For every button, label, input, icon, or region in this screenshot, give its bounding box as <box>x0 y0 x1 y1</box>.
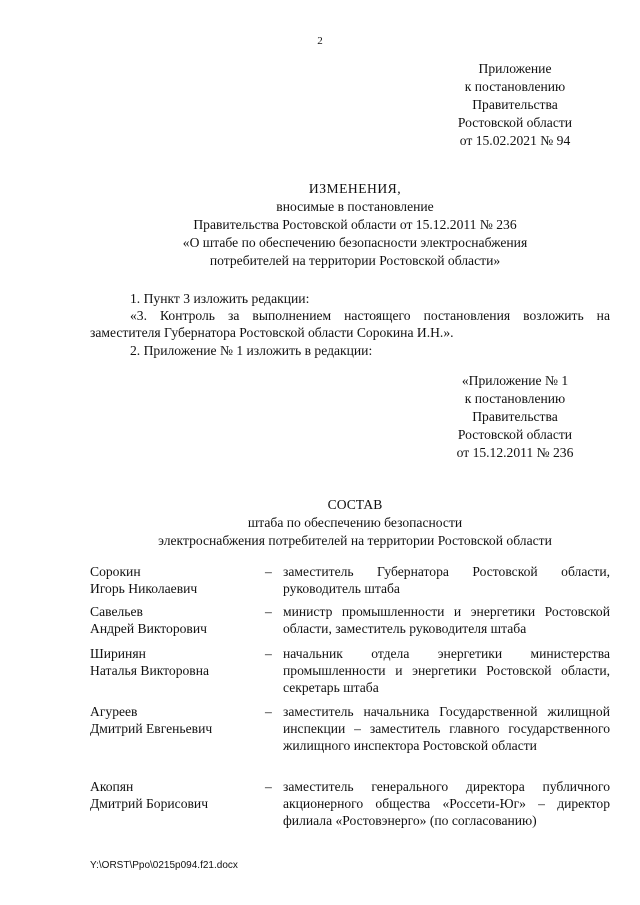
appendix-1-line: к постановлению <box>464 391 566 406</box>
composition-line: электроснабжения потребителей на территории Ростовской области <box>158 533 552 548</box>
member-role: министр промышленности и энергетики Ростовской области, заместитель руководителя штаба <box>283 604 610 636</box>
appendix-1-line: Правительства <box>472 409 558 424</box>
member-given-names: Дмитрий Борисович <box>90 796 209 811</box>
appendix-1-line: от 15.12.2011 № 236 <box>456 445 574 460</box>
item-1: 1. Пункт 3 изложить редакции: <box>130 291 310 306</box>
member-row <box>90 603 610 639</box>
member-given-names: Дмитрий Евгеньевич <box>90 721 213 736</box>
member-surname: Сорокин <box>90 564 141 579</box>
member-given-names: Игорь Николаевич <box>90 581 198 596</box>
appendix-1-line: Ростовской области <box>457 427 573 442</box>
member-role: заместитель генерального директора публичного акционерного общества «Россети-Юг» – директор филиала «Ростовэнерго» (по согласованию) <box>283 779 610 828</box>
member-dash: – <box>265 646 272 661</box>
member-name <box>90 703 260 737</box>
member-dash: – <box>265 704 272 719</box>
appendix-1-header <box>430 372 600 462</box>
member-row <box>90 778 610 830</box>
member-role: начальник отдела энергетики министерства промышленности и энергетики Ростовской области, секретарь штаба <box>283 646 610 695</box>
composition-line: штаба по обеспечению безопасности <box>247 515 463 530</box>
title-line: потребителей на территории Ростовской области» <box>209 253 501 268</box>
appendix-line: к постановлению <box>464 79 566 94</box>
appendix-line: Правительства <box>472 97 558 112</box>
appendix-line: Приложение <box>478 61 552 76</box>
appendix-1-line: «Приложение № 1 <box>461 373 569 388</box>
item-1-text: «3. Контроль за выполнением настоящего постановления возложить на заместителя Губернатора Ростовской области Сорокина И.Н.». <box>90 308 610 340</box>
composition-main: СОСТАВ <box>327 497 383 512</box>
member-given-names: Наталья Викторовна <box>90 663 210 678</box>
member-name <box>90 563 260 597</box>
appendix-line: от 15.02.2021 № 94 <box>459 133 571 148</box>
member-name <box>90 603 260 637</box>
member-dash: – <box>265 779 272 794</box>
appendix-line: Ростовской области <box>457 115 573 130</box>
member-surname: Ширинян <box>90 646 146 661</box>
title-line: вносимые в постановление <box>276 199 434 214</box>
member-given-names: Андрей Викторович <box>90 621 207 636</box>
title-line: «О штабе по обеспечению безопасности электроснабжения <box>182 235 528 250</box>
member-surname: Савельев <box>90 604 143 619</box>
member-role: заместитель Губернатора Ростовской области, руководитель штаба <box>283 564 610 596</box>
title-line: Правительства Ростовской области от 15.12.2011 № 236 <box>193 217 517 232</box>
member-row <box>90 645 610 697</box>
composition-title <box>80 496 630 550</box>
member-name <box>90 645 260 679</box>
member-surname: Агуреев <box>90 704 138 719</box>
member-name <box>90 778 260 812</box>
member-dash: – <box>265 604 272 619</box>
file-path-footer: Y:\ORST\Ppo\0215p094.f21.docx <box>90 860 238 871</box>
member-row <box>90 563 610 599</box>
title-main: ИЗМЕНЕНИЯ, <box>308 181 402 196</box>
document-title <box>80 180 630 270</box>
appendix-header <box>430 60 600 150</box>
member-surname: Акопян <box>90 779 134 794</box>
member-role: заместитель начальника Государственной жилищной инспекции – заместитель главного государственного жилищного инспектора Ростовской области <box>283 704 610 753</box>
item-2: 2. Приложение № 1 изложить в редакции: <box>130 343 373 358</box>
page-number: 2 <box>317 35 323 47</box>
member-row <box>90 703 610 773</box>
member-dash: – <box>265 564 272 579</box>
